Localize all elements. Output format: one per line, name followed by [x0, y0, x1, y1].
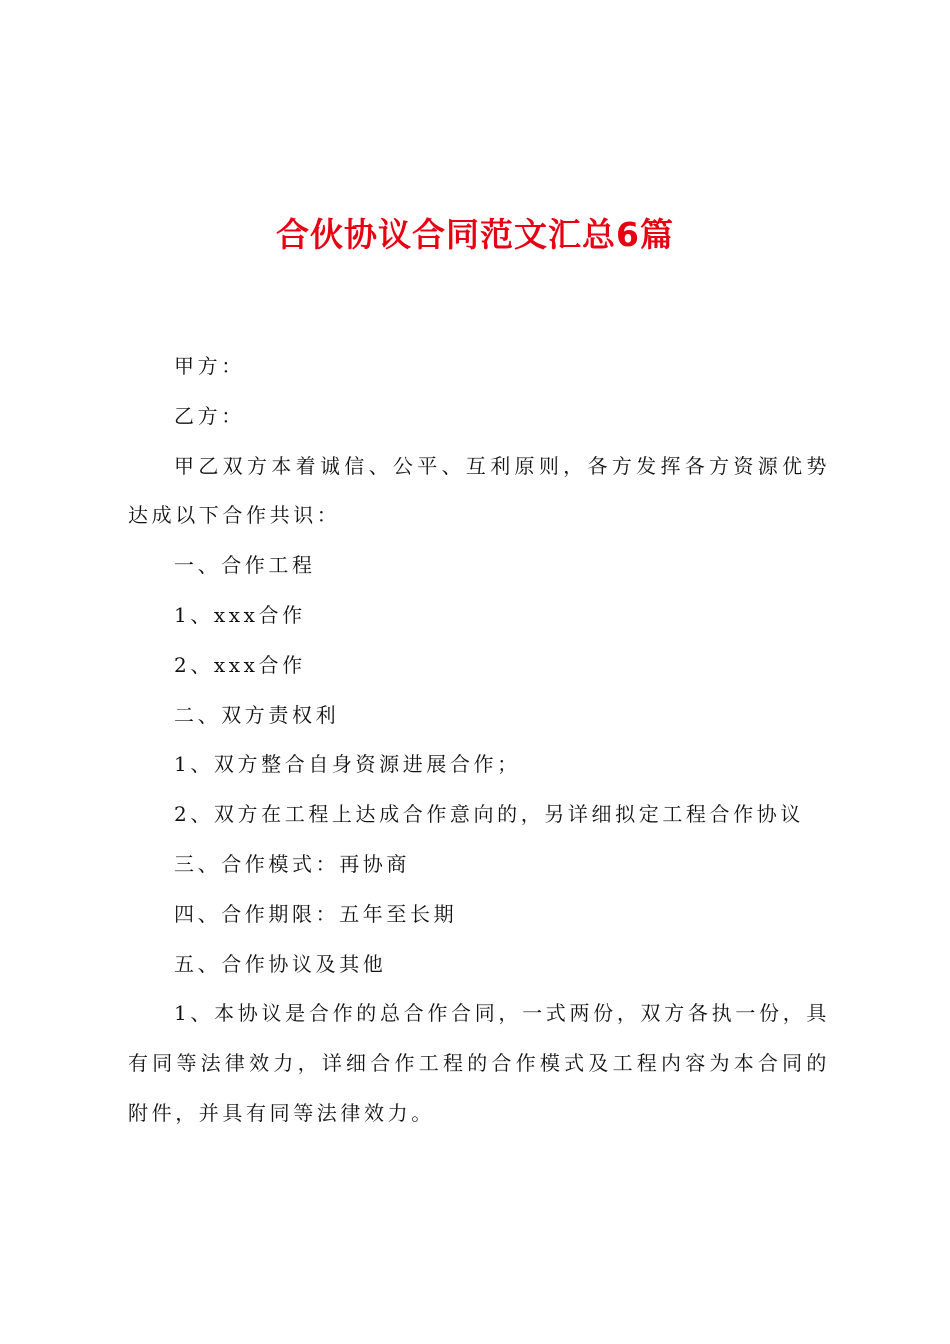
section-heading-4: 四、合作期限：五年至长期	[174, 901, 458, 926]
section-1-item-2: 2、xxx合作	[174, 652, 306, 677]
section-5-item-1: 1、本协议是合作的总合作合同，一式两份，双方各执一份，具有同等法律效力，详细合作工程的合作模式及工程内容为本合同的附件，并具有同等法律效力。	[128, 1001, 830, 1125]
section-heading-2: 二、双方责权利	[174, 702, 340, 727]
document-body	[128, 342, 830, 1139]
document-title: 合伙协议合同范文汇总6篇	[276, 215, 674, 254]
section-2-item-2: 2、双方在工程上达成合作意向的，另详细拟定工程合作协议	[174, 802, 804, 827]
section-2-item-1: 1、双方整合自身资源进展合作；	[174, 752, 521, 777]
section-heading-1: 一、合作工程	[174, 553, 316, 578]
party-b-line: 乙方：	[174, 403, 245, 428]
section-1-item-1: 1、xxx合作	[174, 602, 306, 627]
party-a-line: 甲方：	[174, 354, 245, 378]
section-heading-5: 五、合作协议及其他	[174, 951, 387, 976]
section-heading-3: 三、合作模式：再协商	[174, 851, 410, 876]
intro-paragraph: 甲乙双方本着诚信、公平、互利原则，各方发挥各方资源优势达成以下合作共识：	[128, 453, 830, 528]
